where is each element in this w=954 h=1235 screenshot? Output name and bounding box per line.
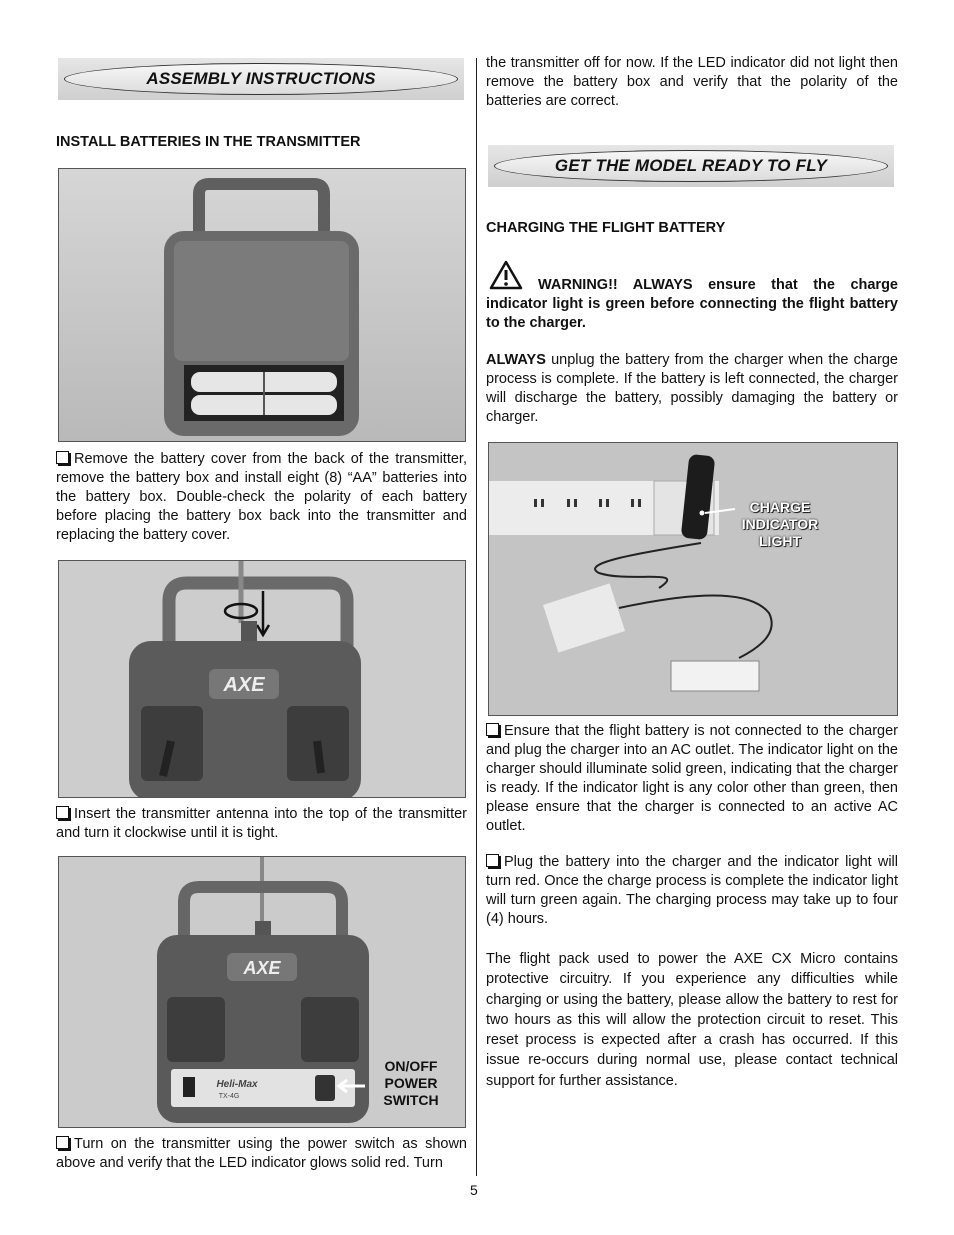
model-label: TX-4G bbox=[218, 1093, 240, 1100]
checkbox-icon[interactable] bbox=[486, 723, 499, 736]
axe-logo: AXE bbox=[243, 958, 281, 978]
banner-title: GET THE MODEL READY TO FLY bbox=[554, 156, 828, 175]
always-bold: ALWAYS bbox=[486, 352, 546, 368]
always-unplug-paragraph bbox=[486, 351, 898, 427]
continued-paragraph: the transmitter off for now. If the LED indicator did not light then remove the battery box and verify that the polarity of the batteries are correct. bbox=[486, 55, 898, 109]
checkbox-icon[interactable] bbox=[56, 806, 69, 819]
step-text: Remove the battery cover from the back of the transmitter, remove the battery box and install eight (8) “AA” batteries into the battery box. Double-check the polarity of each battery before placing the battery box back into the transmitter and replacing the battery cover. bbox=[56, 451, 467, 543]
protective-circuitry-note: The flight pack used to power the AXE CX Micro contains protective circuitry. If you experience any difficulties while charging or using the battery, please allow the battery to rest for two hours as this will allow the protection circuit to reset. This reset process is expected after a crash has occurred. If this issue re-occurs during normal use, please contact technical support for further assistance. bbox=[486, 951, 898, 1089]
step-insert-antenna bbox=[56, 805, 467, 843]
step-remove-battery-cover bbox=[56, 450, 467, 545]
always-text: unplug the battery from the charger when the charge process is complete. If the battery is left connected, the charger will discharge the battery, possibly damaging the battery or charger. bbox=[486, 352, 898, 425]
get-ready-to-fly-banner bbox=[488, 145, 894, 187]
warning-paragraph bbox=[486, 276, 898, 333]
checkbox-icon[interactable] bbox=[486, 854, 499, 867]
step-plug-battery bbox=[486, 853, 898, 929]
column-divider bbox=[476, 58, 477, 1176]
axe-logo: AXE bbox=[223, 674, 265, 696]
assembly-instructions-banner bbox=[58, 58, 464, 100]
transmitter-back-photo bbox=[58, 168, 466, 442]
step-ensure-not-connected bbox=[486, 722, 898, 836]
step-text: Plug the battery into the charger and the indicator light will turn red. Once the charge process is complete the indicator light will turn green again. The charging process may take up to four (4) hours. bbox=[486, 854, 898, 927]
checkbox-icon[interactable] bbox=[56, 451, 69, 464]
on-off-power-switch-label: ON/OFF POWER SWITCH bbox=[383, 1058, 439, 1108]
warning-text: WARNING!! ALWAYS ensure that the charge indicator light is green before connecting the flight battery to the charger. bbox=[486, 277, 898, 331]
step-text: Ensure that the flight battery is not connected to the charger and plug the charger into an AC outlet. The indicator light on the charger should illuminate solid green, indicating that the charger is ready. If the indicator light is any color other than green, then please ensure that the charger is connected to an active AC outlet. bbox=[486, 723, 898, 834]
charger-photo bbox=[488, 442, 898, 716]
charging-flight-battery-heading: CHARGING THE FLIGHT BATTERY bbox=[486, 220, 726, 236]
step-text: Insert the transmitter antenna into the top of the transmitter and turn it clockwise until it is tight. bbox=[56, 806, 467, 841]
checkbox-icon[interactable] bbox=[56, 1136, 69, 1149]
heli-max-logo: Heli-Max bbox=[216, 1079, 258, 1090]
install-batteries-heading: INSTALL BATTERIES IN THE TRANSMITTER bbox=[56, 134, 361, 150]
step-text: Turn on the transmitter using the power switch as shown above and verify that the LED indicator glows solid red. Turn bbox=[56, 1136, 467, 1171]
power-switch-photo bbox=[58, 856, 466, 1128]
step-turn-on-transmitter bbox=[56, 1135, 467, 1173]
page-number: 5 bbox=[470, 1182, 478, 1198]
charge-indicator-light-label: CHARGE INDICATOR LIGHT bbox=[741, 499, 819, 549]
antenna-install-photo bbox=[58, 560, 466, 798]
banner-title: ASSEMBLY INSTRUCTIONS bbox=[146, 69, 376, 88]
